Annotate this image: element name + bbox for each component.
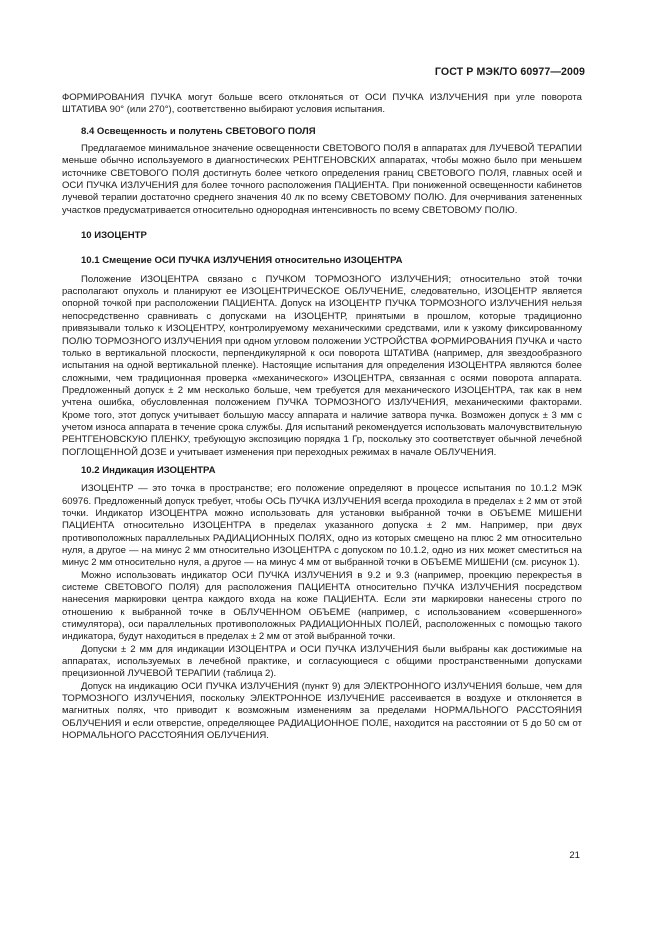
section-10-2-paragraph-2: Можно использовать индикатор ОСИ ПУЧКА ИЗЛУЧЕНИЯ в 9.2 и 9.3 (например, проекцию перекрестья в системе СВЕТОВОГО ПОЛЯ) для расположения ПАЦИЕНТА относительно ПУЧКА ИЗЛУЧЕНИЯ посредством нанесения маркировки центра каждого входа на коже ПАЦИЕНТА. Если эти маркировки нанесены строго по отношению к выбранной точке в ОБЛУЧЕННОМ ОБЪЕМЕ (например, с использованием «совершенного» стимулятора), оси параллельных противоположных РАДИАЦИОННЫХ ПОЛЕЙ, расположенных с помощью такого индикатора, будут находиться в пределах ± 2 мм от этой выбранной точки. <box>62 569 582 643</box>
document-body <box>62 92 582 743</box>
section-8-4-heading: 8.4 Освещенность и полутень СВЕТОВОГО ПОЛЯ <box>81 125 316 137</box>
section-10-2-heading: 10.2 Индикация ИЗОЦЕНТРА <box>81 464 216 476</box>
section-10-1-heading: 10.1 Смещение ОСИ ПУЧКА ИЗЛУЧЕНИЯ относительно ИЗОЦЕНТРА <box>81 255 403 267</box>
standard-header: ГОСТ Р МЭК/ТО 60977—2009 <box>434 66 585 78</box>
section-10-heading: 10 ИЗОЦЕНТР <box>81 230 147 242</box>
section-10-1-paragraph: Положение ИЗОЦЕНТРА связано с ПУЧКОМ ТОРМОЗНОГО ИЗЛУЧЕНИЯ; относительно этой точки располагают опухоль и планируют ее ИЗОЦЕНТРИЧЕСКОЕ ОБЛУЧЕНИЕ, следовательно, ИЗОЦЕНТР является опорной точкой при расположении ПАЦИЕНТА. Допуск на ИЗОЦЕНТР ПУЧКА ТОРМОЗНОГО ИЗЛУЧЕНИЯ нельзя непосредственно сравнивать с допусками на ИЗОЦЕНТР, принятыми в прошлом, которые традиционно привязывали только к ИЗОЦЕНТРУ, контролируемому механическими средствами, или к узкому фиксированному ПОЛЮ ТОРМОЗНОГО ИЗЛУЧЕНИЯ при одном угловом положении УСТРОЙСТВА ФОРМИРОВАНИЯ ПУЧКА и часто только в вертикальной плоскости, перпендикулярной к оси поворота ШТАТИВА (например, для звездообразного испытания на одной вертикальной пленке). Настоящие испытания для определения ИЗОЦЕНТРА являются более сложными, чем традиционная проверка «механического» ИЗОЦЕНТРА, связанная с осями поворота аппарата. Предложенный допуск ± 2 мм несколько больше, чем требуется для механического ИЗОЦЕНТРА, так как в нем учтена ошибка, обусловленная положением ПУЧКА ТОРМОЗНОГО ИЗЛУЧЕНИЯ, механическими факторами. Кроме того, этот допуск учитывает большую массу аппарата и наличие затвора пучка. Возможен допуск ± 3 мм с учетом износа аппарата в течение срока службы. Для испытаний рекомендуется использовать малочувствительную РЕНТГЕНОВСКУЮ ПЛЕНКУ, требующую экспозицию порядка 1 Гр, поскольку это соответствует обычной лечебной ПОГЛОЩЕННОЙ ДОЗЕ и учитывает изменения при переходных режимах в начале ОБЛУЧЕНИЯ. <box>62 273 582 458</box>
section-8-4-paragraph: Предлагаемое минимальное значение освещенности СВЕТОВОГО ПОЛЯ в аппаратах для ЛУЧЕВОЙ ТЕРАПИИ меньше обычно используемого в диагностических РЕНТГЕНОВСКИХ аппаратах, чтобы можно было при меньшем источнике СВЕТОВОГО ПОЛЯ достигнуть более четкого определения границ СВЕТОВОГО ПОЛЯ, главных осей и ОСИ ПУЧКА ИЗЛУЧЕНИЯ для более точного расположения ПАЦИЕНТА. При пониженной освещенности кабинетов лучевой терапии достаточно среднего значения 40 лк по всему СВЕТОВОМУ ПОЛЮ. Для очерчивания затененных участков предусматривается относительно однородная интенсивность по всему СВЕТОВОМУ ПОЛЮ. <box>62 143 582 216</box>
section-10-2-paragraph-1: ИЗОЦЕНТР — это точка в пространстве; его положение определяют в процессе испытания по 10.1.2 МЭК 60976. Предложенный допуск требует, чтобы ОСЬ ПУЧКА ИЗЛУЧЕНИЯ всегда проходила в пределах ± 2 мм от этой точки. Индикатор ИЗОЦЕНТРА можно использовать для установки выбранной точки в ОБЪЕМЕ МИШЕНИ ПАЦИЕНТА относительно ИЗОЦЕНТРА в пределах указанного допуска ± 2 мм. Например, при двух противоположных параллельных РАДИАЦИОННЫХ ПОЛЯХ, одно из которых смещено на плюс 2 мм относительно нуля, а другое — на минус 2 мм относительно ИЗОЦЕНТРА с допуском по 10.1.2, одно из них может сместиться на минус 2 мм относительно нуля, а другое — на минус 4 мм от выбранной точки в ОБЪЕМЕ МИШЕНИ (см. рисунок 1). <box>62 483 582 569</box>
intro-paragraph: ФОРМИРОВАНИЯ ПУЧКА могут больше всего отклоняться от ОСИ ПУЧКА ИЗЛУЧЕНИЯ при угле поворота ШТАТИВА 90° (или 270°), соответственно выбирают условия испытания. <box>62 92 582 116</box>
section-10-2-paragraph-3: Допуски ± 2 мм для индикации ИЗОЦЕНТРА и ОСИ ПУЧКА ИЗЛУЧЕНИЯ были выбраны как достижимые на аппаратах, используемых в лечебной практике, и согласующиеся с общими пространственными допусками прецизионной ЛУЧЕВОЙ ТЕРАПИИ (таблица 2). <box>62 643 582 680</box>
section-10-2-paragraph-4: Допуск на индикацию ОСИ ПУЧКА ИЗЛУЧЕНИЯ (пункт 9) для ЭЛЕКТРОННОГО ИЗЛУЧЕНИЯ больше, чем для ТОРМОЗНОГО ИЗЛУЧЕНИЯ, поскольку ЭЛЕКТРОННОЕ ИЗЛУЧЕНИЕ рассеивается в воздухе и отклоняется в магнитных полях, что приводит к возможным изменениям за пределами НОРМАЛЬНОГО РАССТОЯНИЯ ОБЛУЧЕНИЯ и если отверстие, определяющее РАДИАЦИОННОЕ ПОЛЕ, находится на расстоянии от 5 до 50 см от НОРМАЛЬНОГО РАССТОЯНИЯ ОБЛУЧЕНИЯ. <box>62 680 582 742</box>
page-number: 21 <box>569 850 580 861</box>
